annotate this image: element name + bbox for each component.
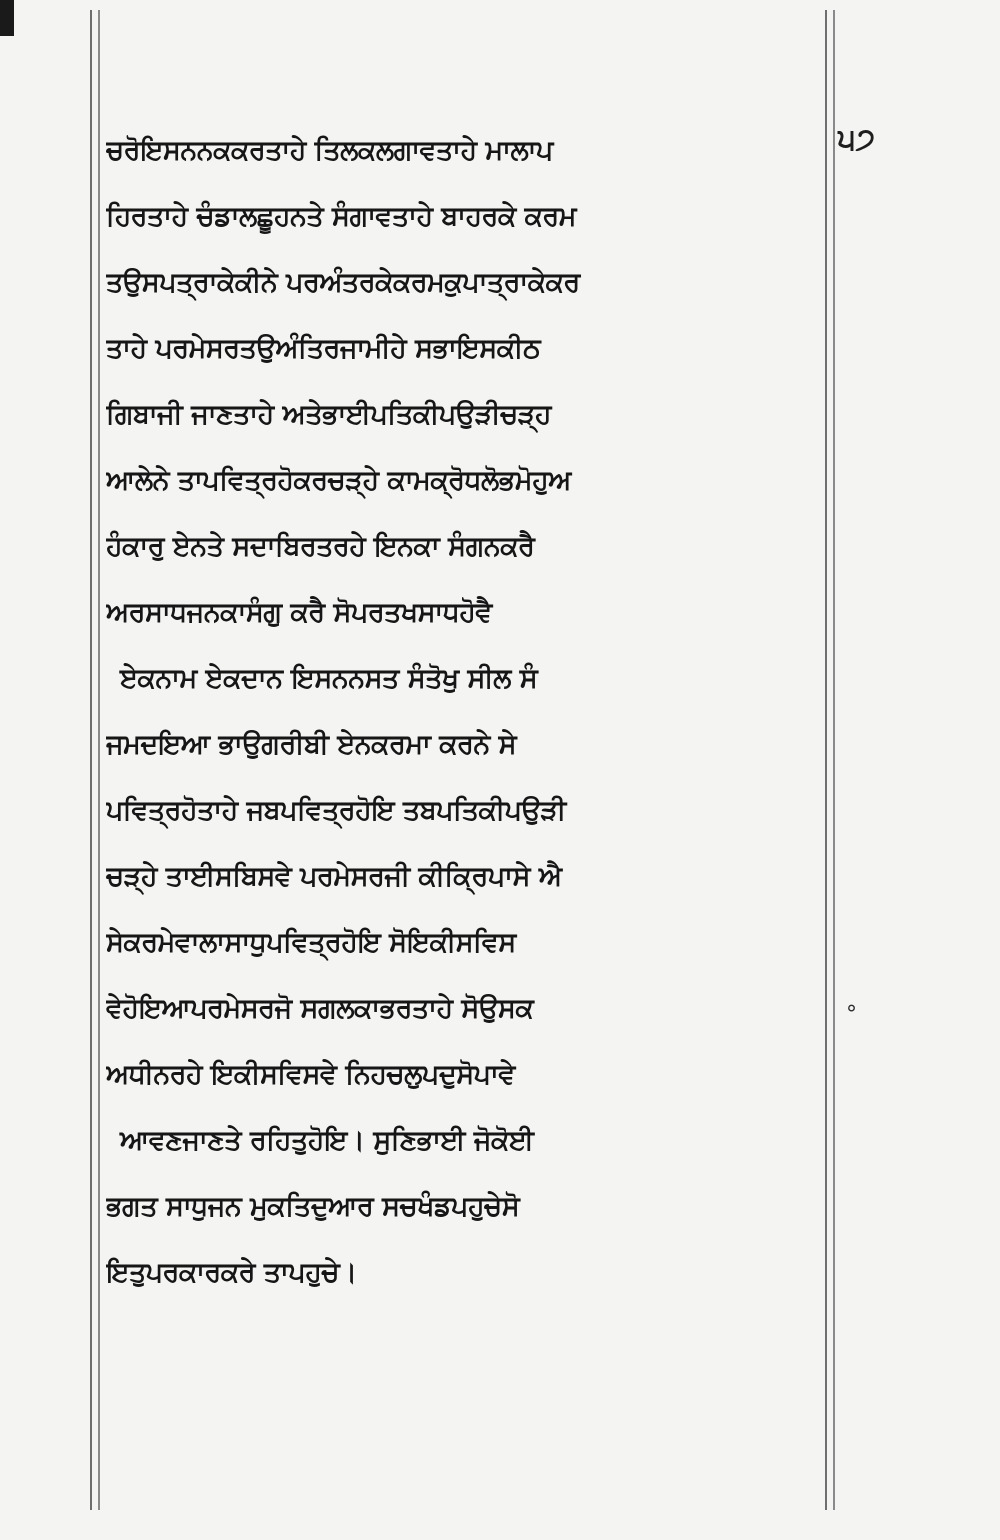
manuscript-line: ਪਵਿਤ੍ਰਹੋਤਾਹੇ ਜਬਪਵਿਤ੍ਰਹੋਇ ਤਬਪਤਿਕੀਪਉੜੀ bbox=[106, 795, 566, 826]
manuscript-line: ਭਗਤ ਸਾਧੁਜਨ ਮੁਕਤਿਦੁਆਰ ਸਚਖੰਡਪਹੁਚੇਸੋ bbox=[106, 1191, 520, 1222]
folio-number: ੫੭ bbox=[838, 122, 876, 157]
left-margin-rule-outer bbox=[90, 10, 92, 1510]
manuscript-line: ਹੰਕਾਰੁ ਏਨਤੇ ਸਦਾਬਿਰਤਰਹੇ ਇਨਕਾ ਸੰਗਨਕਰੈ bbox=[106, 531, 535, 562]
manuscript-text-block bbox=[106, 118, 822, 1438]
manuscript-line: ਚਰੋਇਸਨਨਕਕਰਤਾਹੇ ਤਿਲਕਲਗਾਵਤਾਹੇ ਮਾਲਾਪ bbox=[106, 135, 553, 166]
manuscript-line: ਤਉਸਪਤ੍ਰਾਕੇਕੀਨੇ ਪਰਅੰਤਰਕੇਕਰਮਕੁਪਾਤ੍ਰਾਕੇਕਰ bbox=[106, 267, 580, 298]
manuscript-line: ਏਕਨਾਮ ਏਕਦਾਨ ਇਸਨਨਸਤ ਸੰਤੋਖੁ ਸੀਲ ਸੰ bbox=[120, 663, 538, 694]
manuscript-line: ਹਿਰਤਾਹੇ ਚੰਡਾਲਛੂਹਨਤੇ ਸੰਗਾਵਤਾਹੇ ਬਾਹਰਕੇ ਕਰਮ bbox=[106, 201, 577, 232]
manuscript-line: ਚੜ੍ਹੇ ਤਾਈਸਬਿਸਵੇ ਪਰਮੇਸਰਜੀ ਕੀਕ੍ਰਿਪਾਸੇ ਐ bbox=[106, 861, 562, 892]
left-margin-rule-inner bbox=[98, 10, 100, 1510]
manuscript-line: ਇਤੁਪਰਕਾਰਕਰੇ ਤਾਪਹੁਚੇ। bbox=[106, 1257, 357, 1288]
page-corner-mark bbox=[0, 0, 14, 36]
manuscript-line: ਆਵਣਜਾਣਤੇ ਰਹਿਤੁਹੋਇ। ਸੁਣਿਭਾਈ ਜੋਕੋਈ bbox=[120, 1125, 534, 1156]
manuscript-line: ਜਮਦਇਆ ਭਾਉਗਰੀਬੀ ਏਨਕਰਮਾ ਕਰਨੇ ਸੇ bbox=[106, 729, 517, 760]
right-margin-rule-inner bbox=[825, 10, 827, 1510]
manuscript-line: ਆਲੇਨੇ ਤਾਪਵਿਤ੍ਰਹੋਕਰਚੜ੍ਹੇ ਕਾਮਕ੍ਰੋਧਲੋਭਮੋਹੁਅ bbox=[106, 465, 571, 496]
manuscript-line: ਤਾਹੇ ਪਰਮੇਸਰਤਉਅੰਤਿਰਜਾਮੀਹੇ ਸਭਾਇਸਕੀਠ bbox=[106, 333, 541, 364]
manuscript-line: ਅਧੀਨਰਹੇ ਇਕੀਸਵਿਸਵੇ ਨਿਹਚਲੁਪਦੁਸੋਪਾਵੇ bbox=[106, 1059, 515, 1090]
manuscript-line: ਗਿਬਾਜੀ ਜਾਣਤਾਹੇ ਅਤੇਭਾਈਪਤਿਕੀਪਉੜੀਚੜ੍ਹ bbox=[106, 399, 551, 430]
manuscript-line: ਸੇਕਰਮੇਵਾਲਾਸਾਧੁਪਵਿਤ੍ਰਹੋਇ ਸੋਇਕੀਸਵਿਸ bbox=[106, 927, 516, 958]
manuscript-line: ਵੇਹੋਇਆਪਰਮੇਸਰਜੋ ਸਗਲਕਾਭਰਤਾਹੇ ਸੋਉਸਕ bbox=[106, 993, 534, 1024]
margin-mark: ° bbox=[846, 1002, 857, 1027]
manuscript-line: ਅਰਸਾਧਜਨਕਾਸੰਗੁ ਕਰੈ ਸੋਪਰਤਖਸਾਧਹੋਵੈ bbox=[106, 597, 492, 628]
right-margin-rule-outer bbox=[833, 10, 835, 1510]
